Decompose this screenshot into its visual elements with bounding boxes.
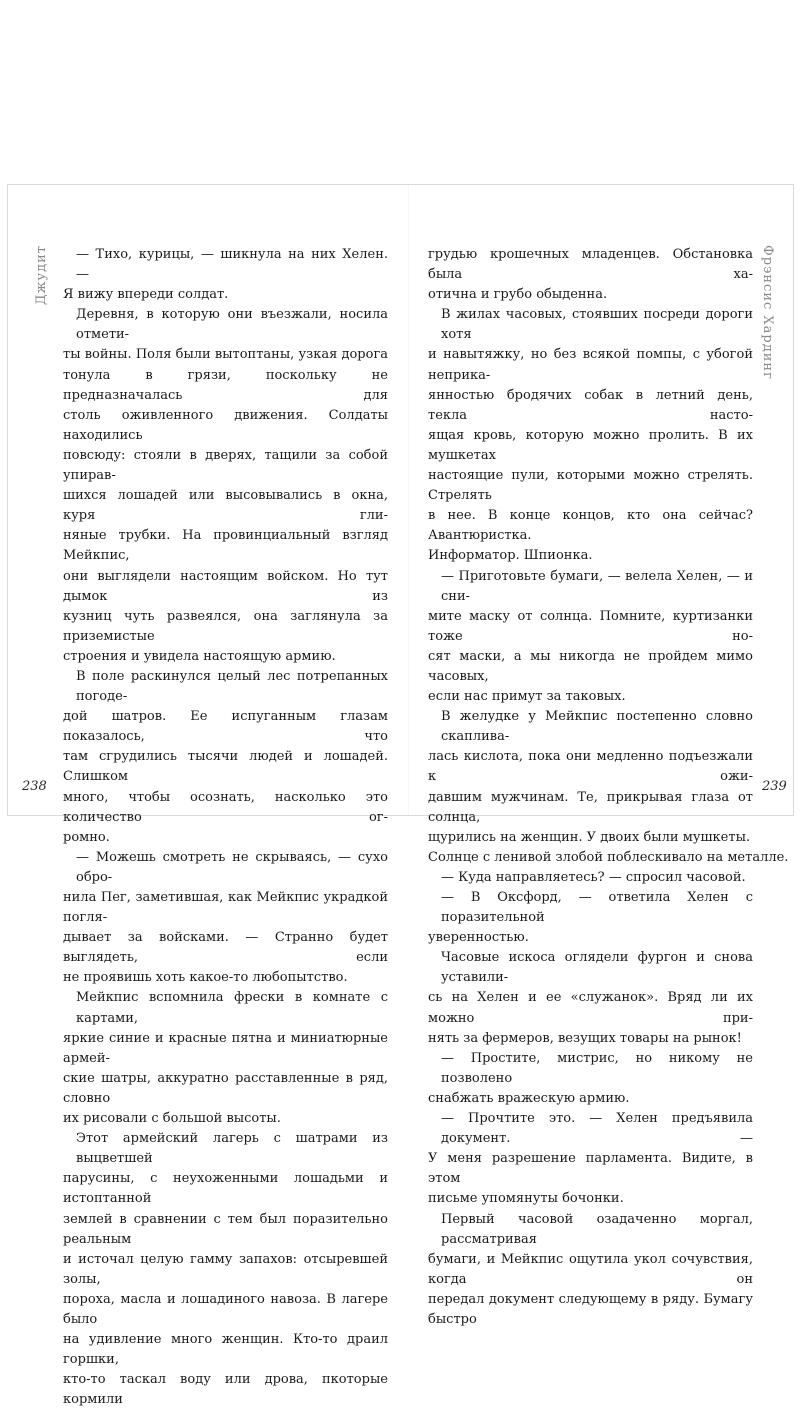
text-line: — Тихо, курицы, — шикнула на них Хелен. — bbox=[76, 247, 388, 283]
text-line: ящая кровь, которую можно пролить. В их мушкетах bbox=[428, 427, 753, 463]
text-line: янностью бродячих собак в летний день, текла насто- bbox=[428, 387, 753, 423]
text-line: дывает за войсками. — Странно будет выглядеть, если bbox=[63, 930, 388, 966]
text-line: — Приготовьте бумаги, — велела Хелен, — и сни- bbox=[441, 568, 753, 604]
text-line: яркие синие и красные пятна и миниатюрные армей- bbox=[63, 1030, 388, 1066]
text-line: Информатор. Шпионка. bbox=[428, 548, 593, 564]
text-line: тонула в грязи, поскольку не предназначалась для bbox=[63, 367, 388, 403]
text-line: ты войны. Поля были вытоптаны, узкая дорога bbox=[63, 347, 388, 363]
text-line: кузниц чуть развеялся, она заглянула за приземистые bbox=[63, 608, 388, 644]
text-line: столь оживленного движения. Солдаты находились bbox=[63, 407, 388, 443]
left-page-text bbox=[63, 245, 388, 1410]
text-line: шихся лошадей или высовывались в окна, куря гли- bbox=[63, 488, 388, 524]
text-line: Деревня, в которую они въезжали, носила отмети- bbox=[76, 307, 388, 343]
text-line: У меня разрешение парламента. Видите, в этом bbox=[428, 1151, 753, 1187]
text-line: сь на Хелен и ее «служанок». Вряд ли их можно при- bbox=[428, 990, 753, 1026]
text-line: если нас примут за таковых. bbox=[428, 689, 626, 705]
text-line: парусины, с неухоженными лошадьми и истоптанной bbox=[63, 1171, 388, 1207]
text-line: строения и увидела настоящую армию. bbox=[63, 648, 336, 664]
text-line: Первый часовой озадаченно моргал, рассматривая bbox=[441, 1211, 753, 1247]
text-line: передал документ следующему в ряду. Бумагу быстро bbox=[428, 1291, 753, 1327]
running-head-left: Джудит bbox=[34, 245, 49, 306]
text-line: няные трубки. На провинциальный взгляд Мейкпис, bbox=[63, 528, 388, 564]
text-line: — Прочтите это. — Хелен предъявила документ. — bbox=[441, 1111, 753, 1147]
text-line: — Можешь смотреть не скрываясь, — сухо обро- bbox=[76, 849, 388, 885]
text-line: сят маски, а мы никогда не пройдем мимо часовых, bbox=[428, 648, 753, 684]
text-line: Солнце с ленивой злобой поблескивало на металле. bbox=[428, 849, 789, 865]
text-line: там сгрудились тысячи людей и лошадей. Слишком bbox=[63, 749, 388, 785]
text-line: В поле раскинулся целый лес потрепанных погоде- bbox=[76, 668, 388, 705]
text-line: лась кислота, пока они медленно подъезжали к ожи- bbox=[428, 749, 753, 785]
book-spine bbox=[408, 185, 409, 815]
text-line: повсюду: стояли в дверях, тащили за собой упирав- bbox=[63, 447, 388, 484]
text-line: В жилах часовых, стоявших посреди дороги хотя bbox=[441, 307, 753, 343]
text-line: Этот армейский лагерь с шатрами из выцветшей bbox=[76, 1131, 388, 1167]
text-line: в нее. В конце концов, кто она сейчас? Авантюристка. bbox=[428, 508, 753, 544]
text-line: дой шатров. Ее испуганным глазам показалось, что bbox=[63, 709, 388, 745]
text-line: не проявишь хоть какое-то любопытство. bbox=[63, 970, 348, 986]
text-line: — Простите, мистрис, но никому не позволено bbox=[441, 1050, 753, 1086]
text-line: мите маску от солнца. Помните, куртизанки тоже но- bbox=[428, 608, 753, 644]
text-line: на удивление много женщин. Кто-то драил горшки, bbox=[63, 1332, 388, 1368]
text-line: — В Оксфорд, — ответила Хелен с поразительной bbox=[441, 890, 753, 926]
page-number-right: 239 bbox=[762, 779, 787, 794]
text-line: их рисовали с большой высоты. bbox=[63, 1111, 281, 1127]
running-head-right: Фрэнсис Хардинг bbox=[760, 245, 775, 380]
text-line: отична и грубо обыденна. bbox=[428, 287, 608, 303]
text-line: Часовые искоса оглядели фургон и снова уставили- bbox=[441, 950, 753, 986]
page-number-left: 238 bbox=[22, 779, 47, 794]
text-line: много, чтобы осознать, насколько это количество ог- bbox=[63, 789, 388, 825]
text-line: Я вижу впереди солдат. bbox=[63, 287, 229, 303]
text-line: нила Пег, заметившая, как Мейкпис украдкой погля- bbox=[63, 890, 388, 926]
text-line: ские шатры, аккуратно расставленные в ряд, словно bbox=[63, 1070, 388, 1106]
text-line: пороха, масла и лошадиного навоза. В лагере было bbox=[63, 1291, 388, 1327]
text-line: — Куда направляетесь? — спросил часовой. bbox=[441, 869, 746, 885]
text-line: нять за фермеров, везущих товары на рынок! bbox=[428, 1030, 742, 1046]
text-line: уверенностью. bbox=[428, 930, 529, 946]
text-line: давшим мужчинам. Те, прикрывая глаза от солнца, bbox=[428, 789, 753, 825]
text-line: письме упомянуты бочонки. bbox=[428, 1191, 624, 1207]
book-spread bbox=[7, 184, 794, 1408]
text-line: ромно. bbox=[63, 829, 110, 845]
text-line: грудью крошечных младенцев. Обстановка была ха- bbox=[428, 247, 753, 283]
text-line: снабжать вражескую армию. bbox=[428, 1090, 630, 1106]
text-line: кто-то таскал воду или дрова, пкоторые кормили bbox=[63, 1372, 388, 1408]
text-line: и источал целую гамму запахов: отсыревшей золы, bbox=[63, 1251, 388, 1287]
text-line: настоящие пули, которыми можно стрелять. Стрелять bbox=[428, 468, 753, 504]
text-line: В желудке у Мейкпис постепенно словно скаплива- bbox=[441, 709, 753, 745]
text-line: и навытяжку, но без всякой помпы, с убогой неприка- bbox=[428, 347, 753, 383]
text-line: землей в сравнении с тем был поразительно реальным bbox=[63, 1211, 388, 1247]
text-line: они выглядели настоящим войском. Но тут дымок из bbox=[63, 568, 388, 604]
text-line: бумаги, и Мейкпис ощутила укол сочувствия, когда он bbox=[428, 1251, 753, 1287]
text-line: щурились на женщин. У двоих были мушкеты. bbox=[428, 829, 751, 845]
text-line: Мейкпис вспомнила фрески в комнате с картами, bbox=[76, 990, 388, 1026]
